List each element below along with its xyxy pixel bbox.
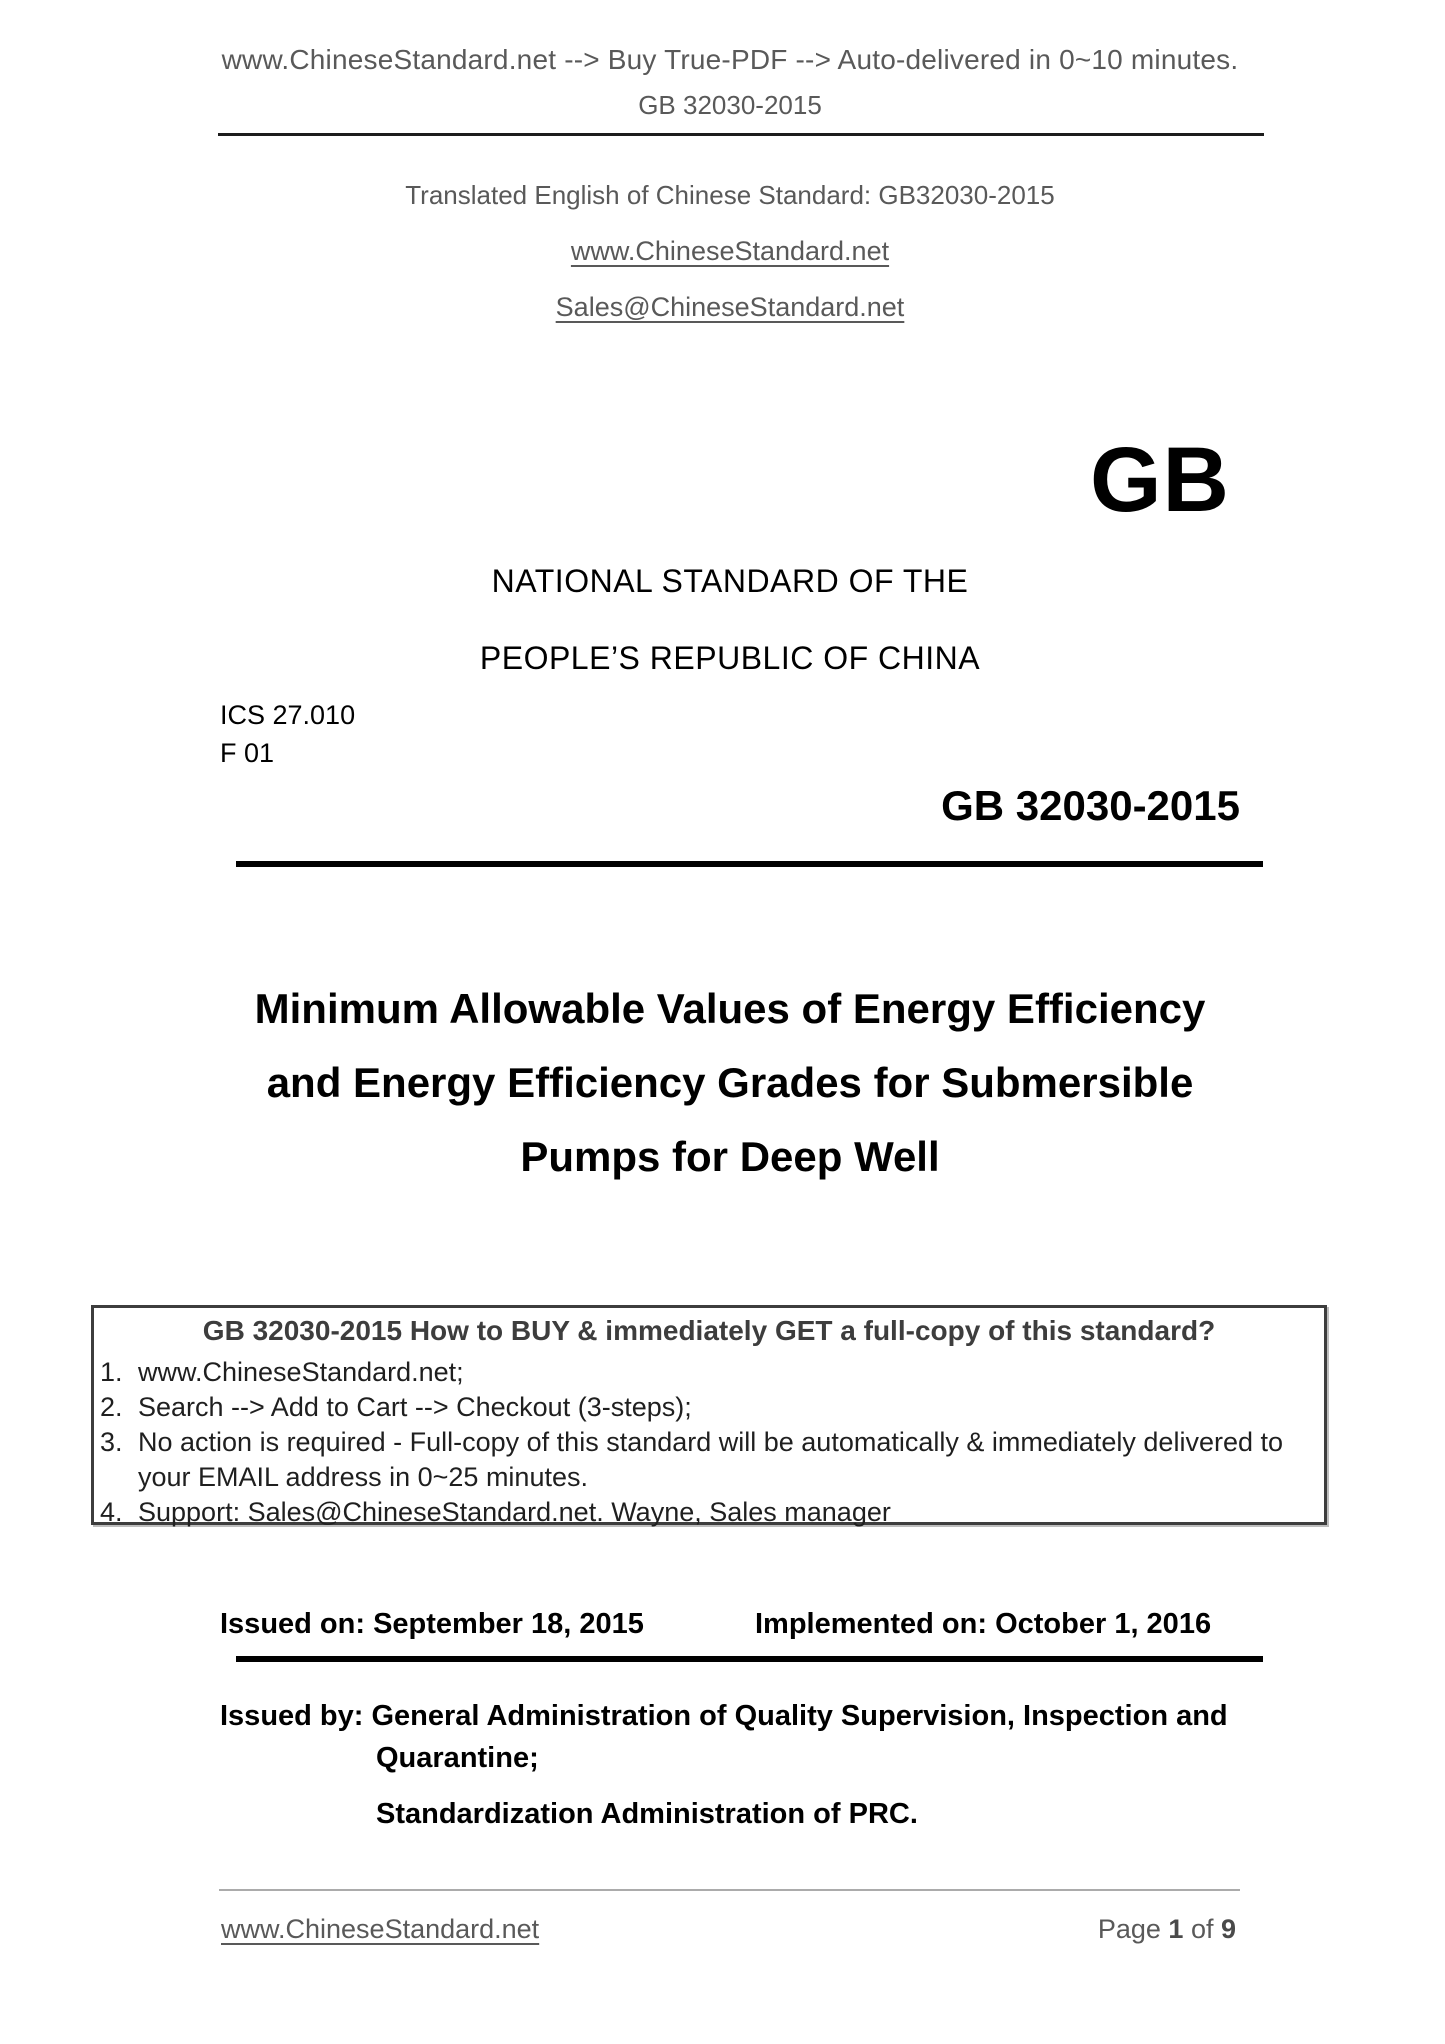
buy-step-1	[94, 1355, 1324, 1390]
step-text: Search --> Add to Cart --> Checkout (3-steps);	[138, 1392, 692, 1422]
footer-page-indicator	[190, 1914, 1236, 1945]
national-standard-line1: NATIONAL STANDARD OF THE	[491, 563, 969, 599]
translated-line: Translated English of Chinese Standard: GB32030-2015	[405, 180, 1055, 210]
header-note: www.ChineseStandard.net --> Buy True-PDF --> Auto-delivered in 0~10 minutes.	[221, 44, 1239, 75]
issued-on-text: Issued on: September 18, 2015	[220, 1608, 644, 1640]
buy-box-list	[94, 1355, 1324, 1530]
document-title-line2: and Energy Efficiency Grades for Submersible	[266, 1059, 1194, 1106]
footer-divider	[219, 1889, 1240, 1891]
top-rule	[236, 861, 1263, 867]
buy-box-heading: GB 32030-2015 How to BUY & immediately GET a full-copy of this standard?	[202, 1315, 1216, 1346]
step-text: Support: Sales@ChineseStandard.net. Wayne, Sales manager	[138, 1497, 891, 1527]
page-number: 1	[1168, 1914, 1184, 1944]
header-divider	[218, 133, 1264, 136]
website-link[interactable]: www.ChineseStandard.net	[570, 236, 890, 266]
step-text: www.ChineseStandard.net;	[138, 1357, 464, 1387]
buy-step-3	[94, 1425, 1324, 1495]
page-total: 9	[1220, 1914, 1236, 1944]
document-title-line1: Minimum Allowable Values of Energy Efficiency	[254, 985, 1206, 1032]
document-title-line3: Pumps for Deep Well	[520, 1133, 940, 1180]
page-label: Page	[1097, 1914, 1169, 1944]
email-link-wrap	[190, 292, 1270, 323]
issued-by-line3: Standardization Administration of PRC.	[376, 1798, 918, 1830]
bottom-rule	[236, 1656, 1263, 1662]
buy-step-2	[94, 1390, 1324, 1425]
gb-logo-text: GB	[1090, 429, 1230, 531]
step-number: 1.	[100, 1357, 123, 1387]
standard-code-heading: GB 32030-2015	[941, 782, 1240, 829]
national-standard-line2: PEOPLE’S REPUBLIC OF CHINA	[479, 640, 981, 676]
document-title	[160, 972, 1300, 1194]
doc-class-code: F 01	[220, 738, 275, 768]
email-link[interactable]: Sales@ChineseStandard.net	[555, 292, 905, 322]
step-number: 2.	[100, 1392, 123, 1422]
buy-box	[91, 1305, 1327, 1525]
step-text: No action is required - Full-copy of this standard will be automatically & immediately delivered to your EMAIL address in 0~25 minutes.	[138, 1427, 1284, 1492]
footer-website-link[interactable]: www.ChineseStandard.net	[221, 1914, 540, 1944]
website-link-wrap	[190, 236, 1270, 267]
ics-code: ICS 27.010	[220, 700, 356, 730]
buy-step-4	[94, 1495, 1324, 1530]
implemented-on-text: Implemented on: October 1, 2016	[755, 1608, 1212, 1640]
header-doc-code: GB 32030-2015	[638, 90, 822, 120]
issued-by-line1: Issued by: General Administration of Quality Supervision, Inspection and	[220, 1700, 1228, 1732]
step-number: 3.	[100, 1427, 123, 1457]
step-number: 4.	[100, 1497, 123, 1527]
issued-by-line2: Quarantine;	[376, 1742, 539, 1774]
page-of-label: of	[1183, 1914, 1221, 1944]
